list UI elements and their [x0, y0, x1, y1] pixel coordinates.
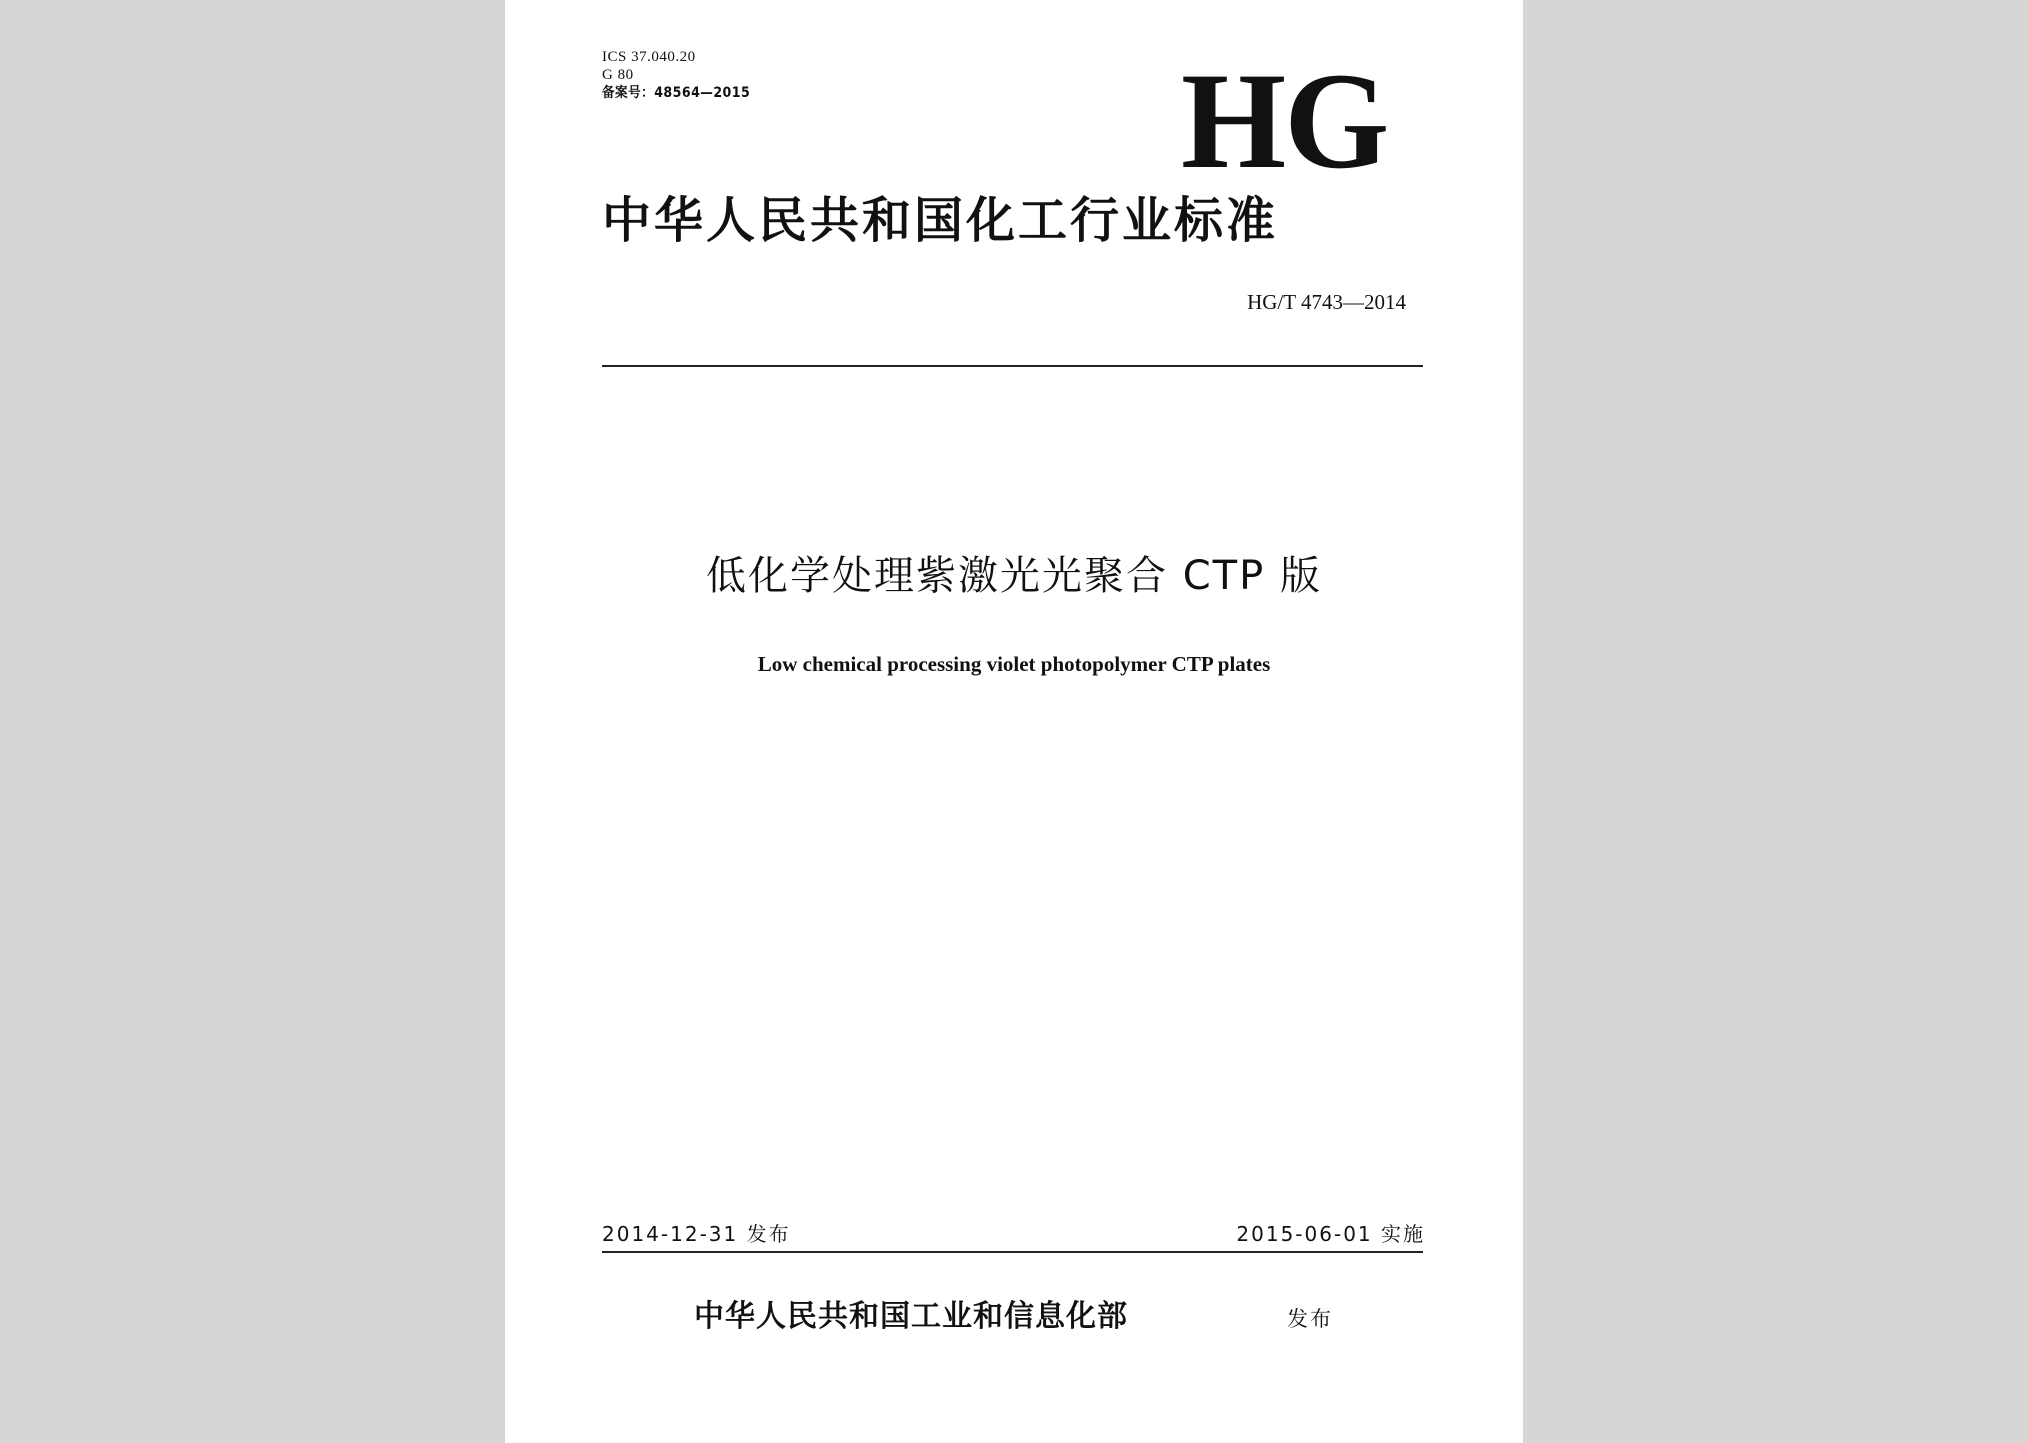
filing-number: 备案号：48564—2015 [602, 85, 751, 101]
document-page [505, 0, 1523, 1443]
classification-block [602, 48, 767, 102]
industry-standard-title: 中华人民共和国化工行业标准 [602, 192, 1279, 249]
standard-code: HG/T 4743—2014 [1247, 290, 1406, 314]
implementation-date: 2015-06-01 实施 [1236, 1222, 1425, 1246]
issue-date: 2014-12-31 发布 [602, 1222, 791, 1246]
document-title-chinese: 低化学处理紫激光光聚合 CTP 版 [706, 553, 1322, 599]
document-title-english: Low chemical processing violet photopolymer CTP plates [757, 652, 1271, 676]
ccs-code: G 80 [602, 67, 634, 83]
hg-logo: HG [1181, 44, 1388, 197]
publisher-suffix: 发布 [1287, 1307, 1333, 1331]
ics-code: ICS 37.040.20 [602, 49, 696, 65]
footer-divider [602, 1251, 1423, 1253]
publisher-name: 中华人民共和国工业和信息化部 [694, 1299, 1128, 1334]
header-divider [602, 365, 1423, 367]
